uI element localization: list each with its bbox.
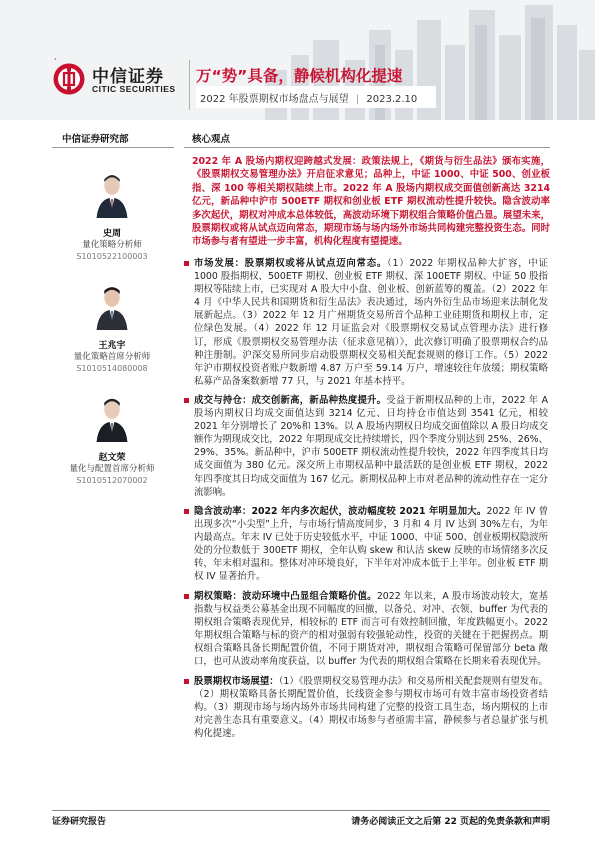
section-bullet-icon: [184, 398, 189, 403]
section-label: 隐含波动率：2022 年内多次起伏，波动幅度较 2021 年明显加大。: [194, 506, 487, 517]
analyst-photo-icon: [92, 394, 132, 442]
analyst-name: 赵文荣: [98, 453, 126, 463]
main-heading-rule: [184, 147, 550, 148]
section-paragraph: [194, 257, 548, 388]
research-dept-heading: 中信证券研究部: [62, 134, 129, 145]
analyst-card: [52, 282, 172, 373]
analyst-card: [52, 170, 172, 261]
section-label: 期权策略：波动环境中凸显组合策略价值。: [194, 591, 377, 602]
report-date: 2023.2.10: [366, 94, 418, 105]
brand-name-cn: 中信证券: [92, 67, 164, 87]
section-paragraph: [194, 394, 548, 499]
summary-paragraph: 2022 年 A 股场内期权迎跨越式发展：政策法规上，《期货与衍生品法》颁布实施，《股票期权交易管理办法》开启征求意见；品种上，中证 1000、中证 500、创业板指、深 100 等相关期权陆续上市。2022 年 A 股场内期权成交面值创新高达 3214 亿元，新品种中沪市 500ETF 期权和创业板 ETF 期权流动性提升较快。隐含波动率多次起伏，期权对冲成本总体较低，高波动环境下期权组合策略价值凸显。展望未来，股票期权或将从试点迈向常态，期现市场与场内场外市场共同构建完整投资生态。同时市场参与者有望进一步丰富，机构化程度有望提速。: [192, 156, 550, 248]
footer-report-type: 证券研究报告: [52, 817, 107, 827]
analyst-name: 史周: [102, 229, 121, 239]
section-label: 成交与持仓：成交创新高，新品种热度提升。: [194, 395, 387, 406]
section-label: 市场发展：股票期权或将从试点迈向常态。: [194, 258, 388, 269]
report-title: 万“势”具备，静候机构化提速: [196, 67, 403, 85]
left-heading-rule: [52, 147, 174, 148]
section-bullet-icon: [184, 594, 189, 599]
section-paragraph: [194, 505, 548, 584]
corner-mark: ,: [54, 52, 57, 61]
section-bullet-icon: [184, 679, 189, 684]
analyst-license-code: S1010512070002: [76, 476, 148, 485]
citic-logo-icon: [52, 62, 86, 96]
key-points-heading: 核心观点: [192, 134, 231, 145]
section-text: 2022 年以来，A 股市场波动较大，宽基指数与权益类公募基金出现不同幅度的回撤，以备兑、对冲、衣领、buffer 为代表的期权组合策略表现优异，相较标的 ETF 而言可有效控制回撤，年度跌幅更小。2022 年期权组合策略与标的资产的相对强弱有较强轮动性，投资的关键在于把握拐点。期权组合策略具备长期配置价值，不同于期货对冲，期权组合策略可保留部分 beta 敞口，也可从波动率角度获益，以 buffer 为代表的期权组合策略在长期来看表现优异。: [194, 591, 548, 668]
analyst-name: 王兆宇: [98, 341, 126, 351]
brand-name-en: CITIC SECURITIES: [92, 84, 176, 94]
analyst-role: 量化策略分析师: [82, 240, 142, 250]
footer-rule: [52, 810, 550, 811]
section-bullet-icon: [184, 261, 189, 266]
analyst-license-code: S1010522100003: [76, 252, 148, 261]
report-subtitle: 2022 年股票期权市场盘点与展望 | 2023.2.10: [200, 94, 418, 105]
section-text: （1）《股票期权交易管理办法》和交易所相关配套规则有望发布。（2）期权策略具备长期配置价值，长线资金参与期权市场可有效丰富市场投资者结构。（3）期现市场与场内场外市场共同构建了完整的投资工具生态，场内期权的上市对完善生态具有重要意义。（4）期权市场参与者亟需丰富，静候参与者总量扩张与机构化提速。: [194, 676, 548, 740]
report-header: [0, 0, 595, 120]
analyst-role: 量化与配置首席分析师: [69, 464, 155, 474]
analyst-photo-icon: [92, 282, 132, 330]
analyst-license-code: S1010514080008: [76, 364, 148, 373]
subtitle-topic: 2022 年股票期权市场盘点与展望: [200, 94, 349, 105]
analyst-card: [52, 394, 172, 485]
section-text: 2022 年 IV 曾出现多次“小尖型”上升，与市场行情高度同步，3 月和 4 月 IV 达到 30%左右，为年内最高点。年末 IV 已处于历史较低水平，中证 1000、中证 500、创业板期权隐波所处的分位数低于 300ETF 期权，全年认购 skew 和认沽 skew 反映的市场情绪多次反转，年末相对温和。整体对冲环境良好，下半年对冲成本低于上半年。创业板 ETF 期权 IV 显著抬升。: [194, 506, 548, 583]
section-text: 受益于新期权品种的上市，2022 年 A 股场内期权日均成交面值达到 3214 亿元、日均持仓市值达到 3541 亿元，相较 2021 年分别增长了 20%和 13%。以 A 股场内期权日均成交面值除以 A 股日均成交额作为期现成交比，2022 年期现成交比持续增长，四个季度分别达到 25%、26%、29%、35%。新品种中，沪市 500ETF 期权流动性提升较快，2022 年四季度其日均成交面值为 380 亿元。深交所上市期权品种中最活跃的是创业板 ETF 期权，2022 年四季度其日均成交面值为 167 亿元。新期权品种上市对老品种的流动性存在一定分流影响。: [194, 395, 548, 498]
section-bullet-icon: [184, 509, 189, 514]
section-paragraph: [194, 590, 548, 669]
section-paragraph: [194, 675, 548, 740]
analyst-photo-icon: [92, 170, 132, 218]
header-divider: [189, 60, 190, 110]
analyst-role: 量化策略首席分析师: [73, 352, 151, 362]
section-label: 股票期权市场展望：: [194, 676, 279, 687]
section-text: （1）2022 年期权品种大扩容，中证 1000 股指期权、500ETF 期权、创业板 ETF 期权、深 100ETF 期权、中证 50 股指期权等陆续上市，已实现对 A 股大中小盘、创业板、创新蓝筹的覆盖。（2）2022 年 4 月《中华人民共和国期货和衍生品法》表决通过，场内外衍生品市场迎来法制化发展新起点。（3）2022 年 12 月广州期货交易所首个品种工业硅期货和期权上市，定位绿色发展。（4）2022 年 12 月证监会对《股票期权交易试点管理办法》进行修订，形成《股票期权交易管理办法（征求意见稿）》，此次修订明确了股票期权合约品种注册制。沪深交易所同步启动股票期权交易相关配套规则的修订工作。（5）2022 年沪市期权投资者账户数新增 4.87 万户至 59.14 万户，增速较往年放缓；期权策略私募产品备案数新增 77 只，与 2021 年基本持平。: [194, 258, 548, 387]
footer-disclaimer: 请务必阅读正文之后第 22 页起的免责条款和声明: [351, 817, 550, 827]
